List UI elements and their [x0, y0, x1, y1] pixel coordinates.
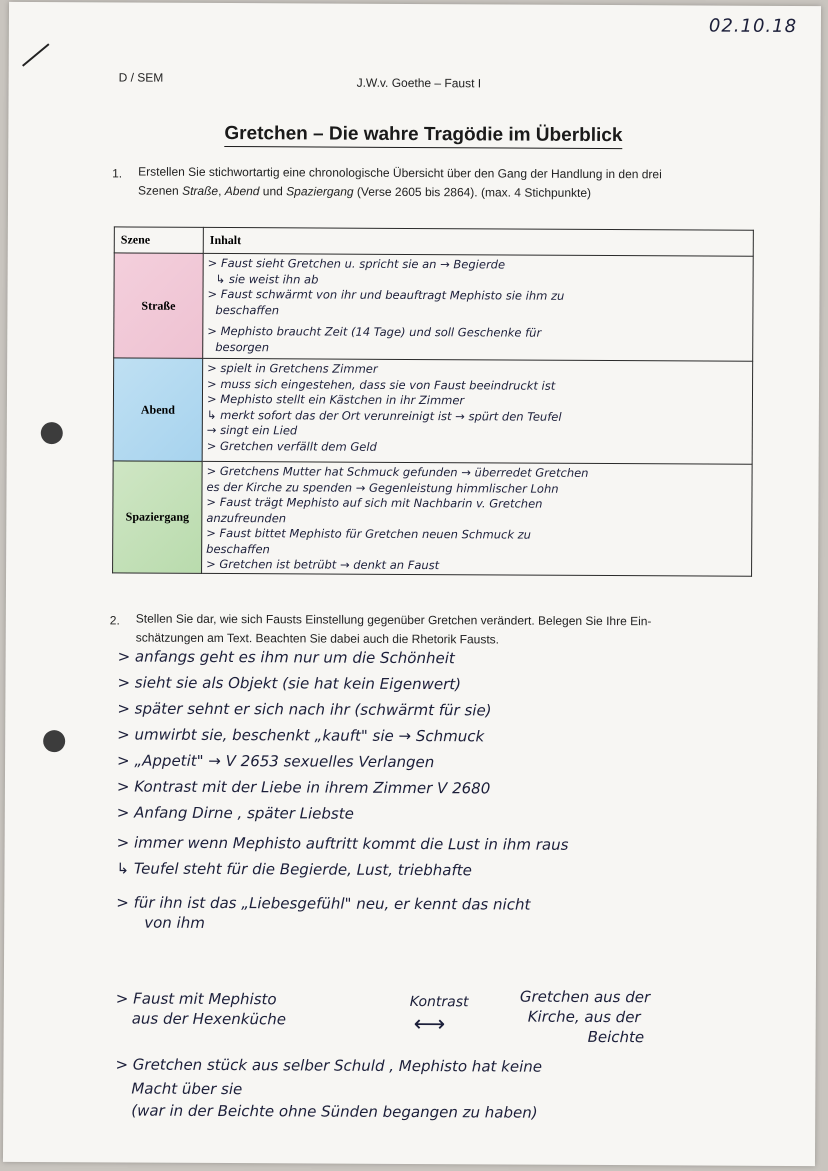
answer-line: > Kontrast mit der Liebe in ihrem Zimmer V 2680: [116, 777, 491, 798]
contrast-right-line: Gretchen aus der: [519, 987, 651, 1007]
document-page: [3, 2, 821, 1166]
contrast-right-line: Kirche, aus der: [527, 1007, 641, 1027]
note-line: ↳ merkt sofort das der Ort verunreinigt ist → spürt den Teufel: [206, 407, 562, 424]
table-row-spaziergang: [113, 461, 753, 576]
note-line: > Faust bittet Mephisto für Gretchen neuen Schmuck zu: [206, 525, 532, 542]
task1-text: [138, 163, 758, 204]
note-line: > Faust schwärmt von ihr und beauftragt Mephisto sie ihm zu: [207, 286, 565, 303]
note-line: > muss sich eingestehen, dass sie von Faust beeindruckt ist: [207, 376, 556, 393]
task1-scene-abend: Abend: [224, 184, 260, 199]
final-line: > Gretchen stück aus selber Schuld , Mephisto hat keine: [115, 1055, 543, 1076]
task2-line-2: schätzungen am Text. Beachten Sie dabei auch die Rhetorik Fausts.: [135, 630, 500, 647]
handwritten-date: 02.10.18: [708, 15, 798, 38]
contrast-left-line: > Faust mit Mephisto: [115, 989, 277, 1009]
final-line: Macht über sie: [131, 1079, 243, 1099]
answer-line: von ihm: [144, 913, 205, 932]
header-course: D / SEM: [118, 70, 164, 85]
contrast-left: [116, 988, 286, 1029]
scene-abend: Abend: [113, 358, 203, 461]
answer-line: > umwirbt sie, beschenkt „kauft" sie → Schmuck: [117, 725, 485, 746]
answer-line: > anfangs geht es ihm nur um die Schönheit: [117, 647, 455, 668]
scene-content-abend: [202, 358, 753, 464]
punch-hole: [41, 422, 63, 444]
task1-line-1: Erstellen Sie stichwortartig eine chronologische Übersicht über den Gang der Handlung in den drei: [138, 164, 662, 182]
answer-line: > „Appetit" → V 2653 sexuelles Verlangen: [117, 751, 435, 772]
note-line: → singt ein Lied: [206, 422, 298, 438]
scene-table: [112, 226, 754, 576]
answer-line: ↳ Teufel steht für die Begierde, Lust, triebhafte: [116, 859, 472, 880]
note-line: > Faust sieht Gretchen u. spricht sie an → Begierde: [207, 255, 506, 272]
note-line: > Mephisto stellt ein Kästchen in ihr Zimmer: [206, 391, 465, 408]
note-line: es der Kirche zu spenden → Gegenleistung himmlischer Lohn: [206, 479, 559, 496]
contrast-right: [520, 987, 651, 1048]
note-line: > Gretchen ist betrübt → denkt an Faust: [206, 556, 440, 573]
answer-line: > sieht sie als Objekt (sie hat kein Eigenwert): [117, 673, 462, 694]
contrast-left-line: aus der Hexenküche: [131, 1009, 287, 1029]
answer-line: > für ihn ist das „Liebesgefühl" neu, er kennt das nicht: [116, 893, 531, 914]
final-notes: [115, 1054, 805, 1124]
task1-part: (Verse 2605 bis 2864). (max. 4 Stichpunkte): [353, 184, 592, 200]
page-title: Gretchen – Die wahre Tragödie im Überblick: [224, 123, 622, 149]
task2-line-1: Stellen Sie dar, wie sich Fausts Einstellung gegenüber Gretchen verändert. Belegen Sie Ihre Ein-: [135, 611, 652, 629]
table-row-abend: [113, 358, 753, 464]
note-line: > Mephisto braucht Zeit (14 Tage) und soll Geschenke für: [207, 323, 542, 340]
answer-notes: [116, 646, 807, 936]
task1-scene-spaziergang: Spaziergang: [286, 184, 354, 199]
scene-content-strasse: [203, 253, 754, 361]
task1-part: ,: [218, 183, 225, 199]
task2-text: [136, 610, 756, 651]
task2-number: 2.: [109, 613, 120, 628]
note-line: ↳ sie weist ihn ab: [215, 271, 319, 287]
note-line: > Gretchens Mutter hat Schmuck gefunden → überredet Gretchen: [206, 463, 589, 480]
note-line: > spielt in Gretchens Zimmer: [207, 360, 378, 376]
task1-line-2: [138, 182, 758, 204]
task1-part: Szenen: [138, 183, 183, 198]
note-line: > Faust trägt Mephisto auf sich mit Nachbarin v. Gretchen: [206, 494, 543, 511]
scene-spaziergang: Spaziergang: [113, 461, 203, 573]
contrast-label: Kontrast: [409, 993, 469, 1011]
task1-scene-strasse: Straße: [182, 183, 219, 198]
answer-line: > immer wenn Mephisto auftritt kommt die Lust in ihm raus: [116, 833, 569, 854]
task1-number: 1.: [112, 166, 123, 181]
scene-strasse: Straße: [114, 253, 204, 358]
table-row-strasse: [114, 253, 754, 361]
answer-line: > später sehnt er sich nach ihr (schwärmt für sie): [117, 699, 492, 720]
note-line: beschaffen: [215, 302, 280, 317]
note-line: besorgen: [215, 339, 270, 354]
header-scene: Szene: [114, 227, 203, 253]
punch-hole: [43, 730, 65, 752]
double-arrow-icon: ⟷: [413, 1012, 446, 1038]
final-line: (war in der Beichte ohne Sünden begangen zu haben): [131, 1101, 538, 1122]
task1-part: und: [259, 184, 287, 199]
note-line: beschaffen: [206, 541, 270, 556]
scene-content-spaziergang: [202, 461, 753, 575]
table-header-row: [114, 227, 753, 256]
pen-mark: [22, 43, 49, 66]
header-work: J.W.v. Goethe – Faust I: [356, 75, 482, 91]
header-content: Inhalt: [203, 227, 753, 256]
answer-line: > Anfang Dirne , später Liebste: [116, 803, 354, 823]
note-line: anzufreunden: [206, 510, 287, 525]
note-line: > Gretchen verfällt dem Geld: [206, 438, 377, 454]
contrast-right-line: Beichte: [587, 1027, 645, 1047]
